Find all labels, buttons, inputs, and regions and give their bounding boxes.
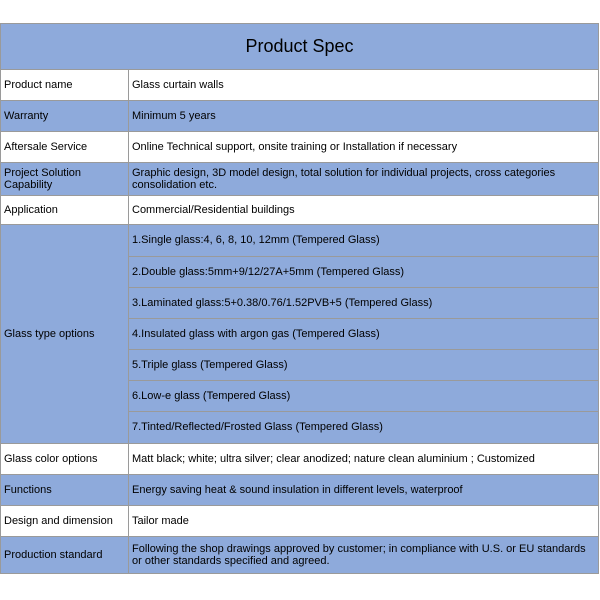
table-row-glass-type-options — [1, 225, 599, 444]
table-row-warranty — [1, 101, 599, 132]
glass-type-list — [129, 225, 599, 444]
row-value: Energy saving heat & sound insulation in different levels, waterproof — [129, 475, 599, 506]
row-value: Graphic design, 3D model design, total solution for individual projects, cross categories consolidation etc. — [129, 163, 599, 196]
row-value: Matt black; white; ultra silver; clear anodized; nature clean aluminium ; Customized — [129, 444, 599, 475]
row-label: Glass type options — [1, 225, 129, 444]
table-row-design-dimension — [1, 506, 599, 537]
table-row-application — [1, 196, 599, 225]
row-label: Product name — [1, 70, 129, 101]
row-label: Aftersale Service — [1, 132, 129, 163]
table-row-product-name — [1, 70, 599, 101]
table-row-project-solution — [1, 163, 599, 196]
row-label: Warranty — [1, 101, 129, 132]
row-value: Tailor made — [129, 506, 599, 537]
row-label: Production standard — [1, 537, 129, 574]
glass-type-option: 1.Single glass:4, 6, 8, 10, 12mm (Tempered Glass) — [129, 225, 599, 257]
row-label: Project Solution Capability — [1, 163, 129, 196]
glass-type-option: 3.Laminated glass:5+0.38/0.76/1.52PVB+5 (Tempered Glass) — [129, 288, 599, 319]
row-label: Functions — [1, 475, 129, 506]
row-label: Design and dimension — [1, 506, 129, 537]
glass-type-option: 7.Tinted/Reflected/Frosted Glass (Tempered Glass) — [129, 412, 599, 444]
glass-type-option: 5.Triple glass (Tempered Glass) — [129, 350, 599, 381]
row-value: Following the shop drawings approved by customer; in compliance with U.S. or EU standards or other standards specified and agreed. — [129, 537, 599, 574]
glass-type-option: 4.Insulated glass with argon gas (Tempered Glass) — [129, 319, 599, 350]
row-value: Commercial/Residential buildings — [129, 196, 599, 225]
product-spec-table — [0, 23, 599, 574]
glass-type-option: 2.Double glass:5mm+9/12/27A+5mm (Tempered Glass) — [129, 257, 599, 288]
row-value: Glass curtain walls — [129, 70, 599, 101]
table-row-aftersale-service — [1, 132, 599, 163]
glass-type-option: 6.Low-e glass (Tempered Glass) — [129, 381, 599, 412]
row-value: Minimum 5 years — [129, 101, 599, 132]
row-value: Online Technical support, onsite training or Installation if necessary — [129, 132, 599, 163]
table-row-functions — [1, 475, 599, 506]
table-row-glass-color-options — [1, 444, 599, 475]
table-row-production-standard — [1, 537, 599, 574]
table-title: Product Spec — [1, 24, 599, 70]
row-label: Glass color options — [1, 444, 129, 475]
row-label: Application — [1, 196, 129, 225]
